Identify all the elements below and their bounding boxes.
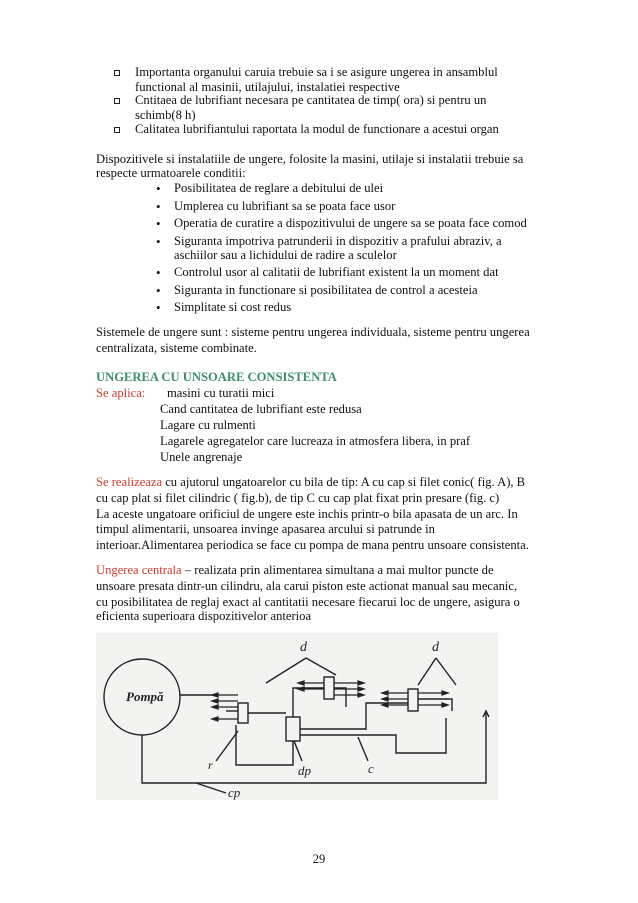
centrala-line: unsoare presata dintr-un cilindru, ala carui piston este actionat manual sau mecanic, — [96, 579, 518, 593]
conditions-intro-line-2: respecte urmatoarele conditii: — [96, 166, 246, 180]
centrala-label: Ungerea centrala — [96, 563, 182, 577]
systems-line-2: centralizata, sisteme combinate. — [96, 341, 257, 355]
label-c: c — [368, 761, 374, 776]
pump-label: Pompă — [126, 689, 164, 704]
round-bullet-icon: • — [156, 265, 161, 280]
condition-item: Operatia de curatire a dispozitivului de ungere sa se poata face comod — [174, 216, 527, 230]
round-bullet-icon: • — [156, 181, 161, 196]
square-bullet-icon — [114, 98, 120, 104]
condition-item: Siguranta in functionare si posibilitatea de control a acesteia — [174, 283, 478, 297]
realizeaza-line: cu cap plat si filet cilindric ( fig.b), de tip C cu cap plat fixat prin presare (fig. c) — [96, 491, 500, 505]
label-r: r — [208, 758, 213, 772]
condition-item: Controlul usor al calitatii de lubrifiant existent la un moment dat — [174, 265, 499, 279]
round-bullet-icon: • — [156, 234, 161, 249]
condition-item: Umplerea cu lubrifiant sa se poata face usor — [174, 199, 396, 213]
square-bullet-icon — [114, 127, 120, 133]
square-bullet-icon — [114, 70, 120, 76]
central-lubrication-diagram — [96, 633, 498, 800]
centrala-line-1 — [96, 563, 494, 578]
condition-item-continued: aschiilor sau a lichidului de radire a sculelor — [174, 248, 397, 262]
round-bullet-icon: • — [156, 283, 161, 298]
se-aplica-item: Unele angrenaje — [160, 450, 243, 464]
round-bullet-icon: • — [156, 199, 161, 214]
se-aplica-item: masini cu turatii mici — [167, 386, 275, 400]
intro-bullet-1-line-2: functional al masinii, utilajului, instalatiei respective — [135, 80, 400, 94]
se-aplica-item: Cand cantitatea de lubrifiant este redusa — [160, 402, 362, 416]
label-cp: cp — [228, 785, 241, 800]
condition-item: Posibilitatea de reglare a debitului de ulei — [174, 181, 384, 195]
se-aplica-item: Lagare cu rulmenti — [160, 418, 256, 432]
se-aplica-label: Se aplica: — [96, 386, 146, 400]
intro-bullet-2-line-2: schimb(8 h) — [135, 108, 196, 122]
intro-bullet-2-line-1: Cntitaea de lubrifiant necesara pe cantitatea de timp( ora) si pentru un — [135, 93, 487, 107]
centrala-line: eficienta superioara dispozitivelor anterioa — [96, 609, 312, 623]
intro-bullet-3-line-1: Calitatea lubrifiantului raportata la modul de functionare a acestui organ — [135, 122, 499, 136]
realizeaza-line-1-text: cu ajutorul ungatoarelor cu bila de tip: A cu cap si filet conic( fig. A), B — [162, 475, 526, 489]
label-d-right: d — [432, 640, 439, 655]
realizeaza-label: Se realizeaza — [96, 475, 163, 489]
realizeaza-line: La aceste ungatoare orificiul de ungere este inchis printr-o bila apasata de un arc. In — [96, 507, 518, 521]
centrala-line: cu posibilitatea de reglaj exact al cantitatii necesare fiecarui loc de ungere, asigura o — [96, 595, 520, 609]
systems-line-1: Sistemele de ungere sunt : sisteme pentru ungerea individuala, sisteme pentru ungerea — [96, 325, 530, 339]
page-number: 29 — [312, 852, 326, 866]
condition-item: Siguranta impotriva patrunderii in dispozitiv a prafului abraziv, a — [174, 234, 502, 248]
realizeaza-line: interioar.Alimentarea periodica se face cu pompa de mana pentru unsoare consistenta. — [96, 538, 529, 552]
intro-bullet-1-line-1: Importanta organului caruia trebuie sa i se asigure ungerea in ansamblul — [135, 65, 498, 79]
conditions-intro-line-1: Dispozitivele si instalatiile de ungere, folosite la masini, utilaje si instalatii trebuie sa — [96, 152, 524, 166]
round-bullet-icon: • — [156, 216, 161, 231]
realizeaza-line-1 — [96, 475, 525, 490]
section-heading: UNGEREA CU UNSOARE CONSISTENTA — [96, 370, 337, 384]
se-aplica-item: Lagarele agregatelor care lucreaza in atmosfera libera, in praf — [160, 434, 471, 448]
label-dp: dp — [298, 763, 311, 778]
realizeaza-line: timpul alimentarii, unsoarea invinge apasarea arcului si patrunde in — [96, 522, 435, 536]
round-bullet-icon: • — [156, 300, 161, 315]
label-d-left: d — [300, 640, 307, 655]
condition-item: Simplitate si cost redus — [174, 300, 292, 314]
centrala-line-1-text: – realizata prin alimentarea simultana a mai multor puncte de — [181, 563, 494, 577]
